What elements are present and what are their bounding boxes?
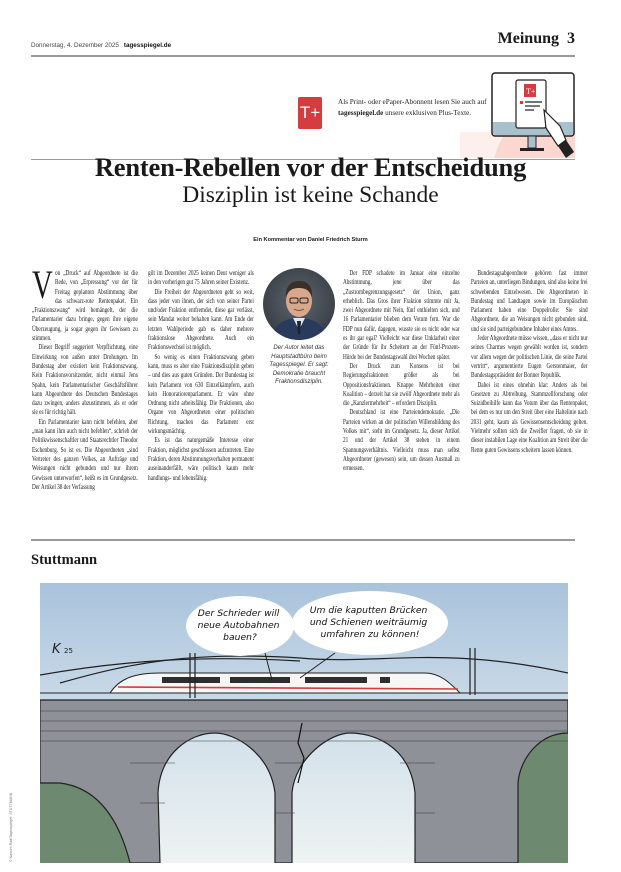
article-column-1 xyxy=(32,262,138,491)
issue-date: Donnerstag, 4. Dezember 2025 xyxy=(31,42,119,49)
artist-signature: K xyxy=(52,642,61,657)
article-paragraph: Dieser Begriff suggeriert Verpflichtung, eine Einwirkung von außen unter Drohungen. Im Bundestag aber existiert kein Fraktionszwang. Kein Fraktionsvorsitzender, nicht einmal Jens Spahn, kein Parlamentarischer Geschäftsführer kann Abgeordnete des Deutschen Bundestages dazu zwingen, anders abzustimmen, als er oder sie es für richtig hält. xyxy=(32,342,138,417)
article-bottom-rule xyxy=(31,539,575,541)
article-paragraph: So wenig es einen Fraktionszwang geben kann, muss es aber eine Fraktionsdisziplin geben – und dies aus guten Gründen. Der Bundestag ist kein Parlament von 630 Einzelkämpfern, auch kein Honoratiorenparlament. Er wäre ohne Ordnung nicht arbeitsfähig. Die Fraktionen, also Organe von Abgeordneten einer politischen Richtung, machen das Parlament erst wirkungsmächtig. xyxy=(148,351,254,436)
svg-text:25: 25 xyxy=(64,647,73,655)
article-column-4 xyxy=(471,268,588,454)
article-column-2 xyxy=(148,268,254,482)
article-paragraph: gilt im Dezember 2025 keinen Deut weniger als in den vorherigen gut 75 Jahren seiner Existenz. xyxy=(148,268,254,287)
section-name: Meinung xyxy=(497,30,559,47)
header-rule xyxy=(31,55,575,57)
drop-cap: V xyxy=(32,262,53,307)
speech-bubble-right-text: Um die kaputten Brücken und Schienen weiträumig umfahren zu können! xyxy=(309,605,428,640)
promo-text-part: unsere exklusiven Plus-Texte. xyxy=(383,109,472,117)
site-name: tagesspiegel.de xyxy=(123,42,172,49)
tplus-logo: T+ xyxy=(298,97,322,129)
article-paragraph: Ein Parlamentarier kann nicht befehlen, aber „man kann ihm auch nicht befehlen“, schrieb der Politikwissenschaftler und Staatsrechtler Theodor Eschenburg. So ist es. Die Abgeordneten „sind Vertreter des ganzen Volkes, an Aufträge und Weisungen nicht gebunden und nur ihrem Gewissen unterworfen“, heißt es im Grundgesetz. Der Artikel 38 der Verfassung xyxy=(32,416,138,491)
article-paragraph: Der Druck zum Konsens ist bei Regierungsfraktionen größer als bei Oppositionsfraktionen. Knappe Mehrheiten einer Koalition – derzeit hat sie zwölf Abgeordnete mehr als die „Kanzlermehrheit“ – erfordern Disziplin. xyxy=(343,360,460,408)
svg-text:T+: T+ xyxy=(526,87,536,96)
page-number: 3 xyxy=(567,30,575,47)
article-paragraph: Der FDP schadete im Januar eine einzelne Abstimmung, jene über das „Zustrombegrenzungsgesetz“ der Union, ganz erheblich. Das Gros ihrer Fraktion stimmte mit Ja, zwei Abgeordnete mit Nein, fünf enthielten sich, und 16 Parlamentarier blieben dem Votum fern. War die FDP nun dafür, dagegen, wusste sie es nicht oder war es ihr gar egal? Vielleicht war diese Unklarheit einer der Gründe für ihr Scheitern an der Fünf-Prozent-Hürde bei der Bundestagswahl drei Wochen später. xyxy=(343,268,460,361)
article-paragraph: Es ist das naturgemäße Interesse einer Fraktion, möglichst geschlossen aufzutreten. Eine Fraktion, deren Abstimmungsverhalten permanent auseinanderfällt, wäre politisch kaum mehr handlungs- und lebensfähig. xyxy=(148,435,254,482)
author-photo xyxy=(263,268,335,340)
section-header xyxy=(498,30,575,48)
cartoon-title: Stuttmann xyxy=(31,552,98,568)
paragraph-text: on „Druck“ auf Abgeordnete ist die Rede, von „Erpressung“ vor der für Freitag geplanten Abstimmung über das schwarz-rote Rentenpaket. Ein „Fraktionszwang“ wird bemängelt, der die Parlamentarier dazu bringe, gegen ihre eigene Überzeugung, ja sogar gegen ihr Gewissen zu stimmen. xyxy=(32,268,138,343)
article-column-3 xyxy=(343,268,460,473)
article-paragraph: Deutschland ist eine Parteiendemokratie. „Die Parteien wirken an der politischen Willensbildung des Volkes mit“, steht im Grundgesetz. Ja, dieser Artikel 21 und der Artikel 38 stehen in einem Spannungsverhältnis. Vielleicht muss man selbst Abgeordneter (gewesen) sein, um dessen Ausmaß zu ermessen. xyxy=(343,407,460,473)
article-paragraph: Die Freiheit der Abgeordneten geht so weit, dass jeder von ihnen, der sich von seiner Partei und/oder Fraktion entfremdet, diese gar verlässt, sein Mandat weiter behalten kann. Am Ende der letzten Wahlperiode gab es daher mehrere fraktionslose Abgeordnete. Auch ein Fraktionswechsel ist möglich. xyxy=(148,286,254,352)
byline: Ein Kommentar von Daniel Friedrich Sturm xyxy=(253,237,368,243)
article-paragraph xyxy=(32,262,138,343)
subheadline: Disziplin ist keine Schande xyxy=(182,182,439,208)
author-portrait-icon xyxy=(263,268,335,340)
cartoon-credit: © Nassim Rad/Tagesspiegel: STUTTMANN xyxy=(9,792,13,862)
article-paragraph: Jeder Abgeordnete müsse wissen, „dass er nicht nur seines Charmes wegen gewählt worden ist, sondern vor allem wegen der politischen Linie, die seine Partei vertritt“, argumentierte Eugen Gerstenmaier, der Bundestagspräsident der Bonner Republik. xyxy=(471,333,588,380)
speech-bubble-left-text: Der Schrieder will neue Autobahnen bauen? xyxy=(197,608,280,643)
photo-caption: Der Autor leitet das Hauptstadtbüro beim Tagesspiegel. Er sagt: Demokratie braucht Fraktionsdisziplin. xyxy=(269,345,329,386)
cartoon-illustration xyxy=(40,583,568,863)
promo-link[interactable]: tagesspiegel.de xyxy=(338,109,384,117)
article-paragraph: Bundestagsabgeordnete gehören fast immer Parteien an, unterliegen Bindungen, sind also keine frei schwebenden Einzelwesen. Die Abgeordneten in Bundestag und Landtagen sowie im Europäischen Parlament haben eine Doppelrolle: Sie sind Abgeordnete, die an Weisungen nicht gebunden sind, und sie sind parteigebundene Inhaber eines Amtes. xyxy=(471,268,588,333)
promo-text-part: Als Print- oder ePaper-Abonnent lesen Sie auch auf xyxy=(338,98,487,106)
page-date-line xyxy=(31,42,171,49)
headline: Renten-Rebellen vor der Entscheidung xyxy=(94,152,527,182)
article-paragraph: Dabei ist eines ohnehin klar: Anders als bei Gesetzen zu Abtreibung, Stammzellforschung oder Suizidbeihilfe kann das Votum über das Rentenpaket, bei dem es nur um den Streit über eine Haltelinie nach 2031 geht, kaum als Gewissensentscheidung gelten. Vielmehr sollten sich die Zweifler fragen, ob sie in dieser instabilen Lage eine Koalition am Streit über die Rente guten Gewissens scheitern lassen können. xyxy=(471,379,588,454)
promo-illustration xyxy=(460,66,578,160)
